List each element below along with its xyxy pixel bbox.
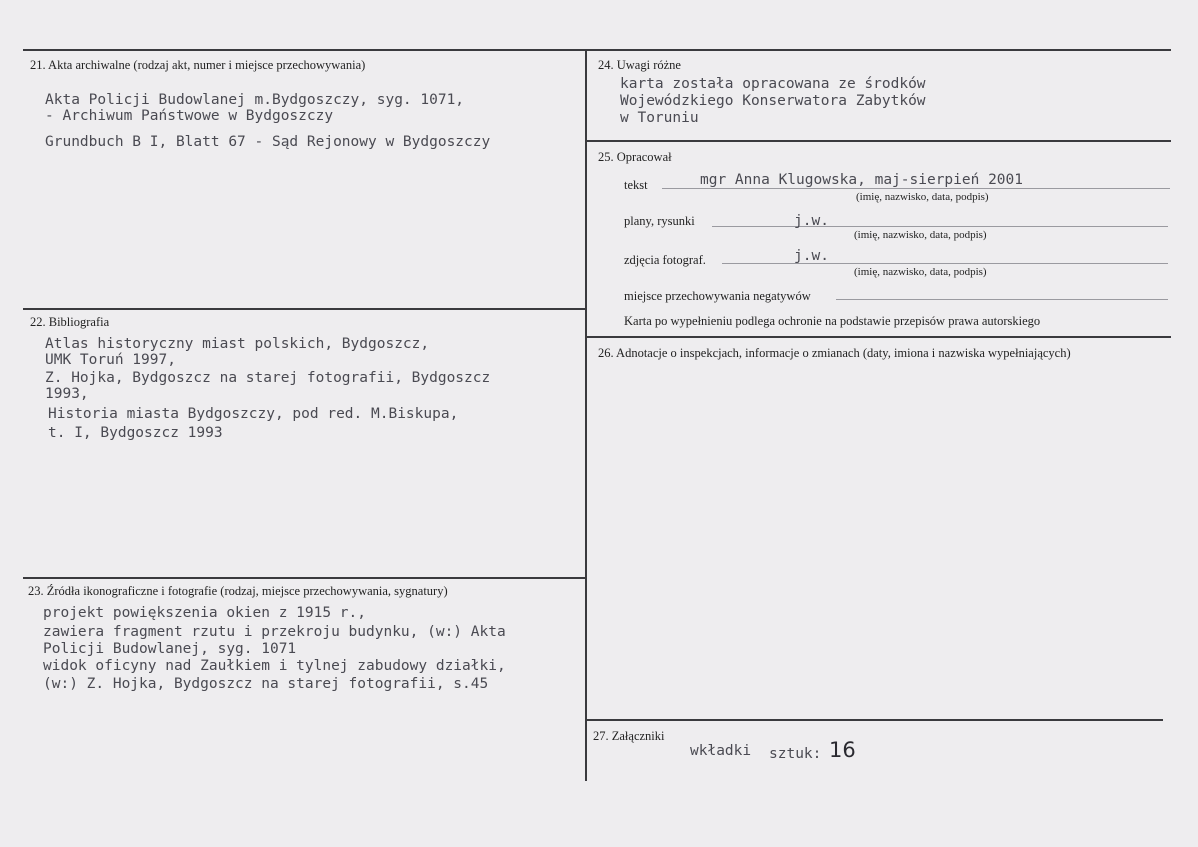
divider-26-27 <box>587 719 1163 721</box>
section-23-label: 23. Źródła ikonograficzne i fotografie (rodzaj, miejsce przechowywania, sygnatury) <box>28 584 448 598</box>
section-23-line-1: projekt powiększenia okien z 1915 r., <box>43 605 367 621</box>
section-23-line-4: widok oficyny nad Zaułkiem i tylnej zabudowy działki, <box>43 658 506 674</box>
attachment-count: 16 <box>829 738 856 762</box>
divider-24-25 <box>587 140 1171 142</box>
copyright-notice: Karta po wypełnieniu podlega ochronie na podstawie przepisów prawa autorskiego <box>624 314 1041 328</box>
section-21-label: 21. Akta archiwalne (rodzaj akt, numer i miejsce przechowywania) <box>30 58 366 72</box>
section-24-line-3: w Toruniu <box>620 110 699 126</box>
zdjecia-line <box>722 263 1168 264</box>
tekst-value: mgr Anna Klugowska, maj-sierpień 2001 <box>700 172 1024 188</box>
divider-25-26 <box>587 336 1171 338</box>
section-22-line-2: UMK Toruń 1997, <box>45 352 176 368</box>
section-23-line-3: Policji Budowlanej, syg. 1071 <box>43 641 297 657</box>
section-23-line-2: zawiera fragment rzutu i przekroju budynku, (w:) Akta <box>43 624 506 640</box>
section-24-line-2: Wojewódzkiego Konserwatora Zabytków <box>620 93 926 109</box>
section-25-label: 25. Opracował <box>598 150 672 164</box>
plany-label: plany, rysunki <box>624 214 695 228</box>
negatywy-line <box>836 299 1168 300</box>
zdjecia-hint: (imię, nazwisko, data, podpis) <box>854 266 987 278</box>
sztuk-text: sztuk: <box>769 746 822 762</box>
zdjecia-label: zdjęcia fotograf. <box>624 253 706 267</box>
section-26-label: 26. Adnotacje o inspekcjach, informacje o zmianach (daty, imiona i nazwiska wypełniających) <box>598 346 1071 360</box>
section-21-line-3: Grundbuch B I, Blatt 67 - Sąd Rejonowy w Bydgoszczy <box>45 134 491 150</box>
section-22-line-1: Atlas historyczny miast polskich, Bydgoszcz, <box>45 336 430 352</box>
plany-line <box>712 226 1168 227</box>
plany-hint: (imię, nazwisko, data, podpis) <box>854 229 987 241</box>
section-21-line-1: Akta Policji Budowlanej m.Bydgoszczy, syg. 1071, <box>45 92 465 108</box>
zdjecia-value: j.w. <box>794 248 829 264</box>
section-22-line-3: Z. Hojka, Bydgoszcz na starej fotografii, Bydgoszcz <box>45 370 491 386</box>
section-27-label: 27. Załączniki <box>593 729 665 743</box>
tekst-hint: (imię, nazwisko, data, podpis) <box>856 191 989 203</box>
tekst-label: tekst <box>624 178 648 192</box>
section-21-line-2: - Archiwum Państwowe w Bydgoszczy <box>45 108 334 124</box>
section-22-label: 22. Bibliografia <box>30 315 110 329</box>
section-24-line-1: karta została opracowana ze środków <box>620 76 926 92</box>
section-24-label: 24. Uwagi różne <box>598 58 681 72</box>
section-22-line-6: t. I, Bydgoszcz 1993 <box>48 425 223 441</box>
divider-21-22 <box>23 308 585 310</box>
top-rule <box>23 49 1171 51</box>
section-22-line-4: 1993, <box>45 386 89 402</box>
negatywy-label: miejsce przechowywania negatywów <box>624 289 811 303</box>
wkladki-text: wkładki <box>690 743 752 759</box>
center-divider <box>585 49 587 781</box>
plany-value: j.w. <box>794 213 829 229</box>
section-23-line-5: (w:) Z. Hojka, Bydgoszcz na starej fotografii, s.45 <box>43 676 489 692</box>
divider-22-23 <box>23 577 585 579</box>
section-22-line-5: Historia miasta Bydgoszczy, pod red. M.Biskupa, <box>48 406 459 422</box>
